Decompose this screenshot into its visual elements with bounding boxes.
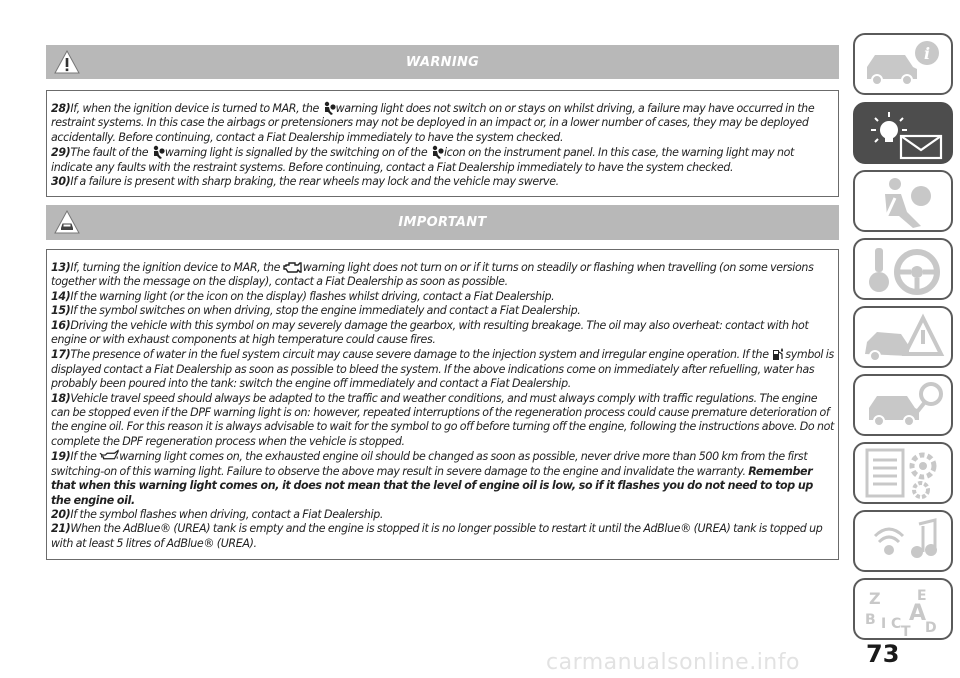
car-service-icon (861, 380, 947, 432)
important-paragraph-13: 13)If, turning the ignition device to MAR, the warning light does not turn on or if it turns on steadily or flashing when travelling (on some versions together with the message on the display), contact a Fiat Dealership as soon as possible. (51, 261, 814, 289)
important-title: IMPORTANT (398, 215, 487, 230)
svg-text:i: i (923, 44, 931, 63)
warning-lights-envelope-icon (861, 108, 947, 160)
page-number: 73 (866, 640, 900, 668)
car-emergency-icon (861, 312, 947, 364)
chapter-tab-technical-data[interactable] (853, 442, 953, 504)
important-paragraph-18: 18)Vehicle travel speed should always be adapted to the traffic and weather conditions, and must always comply with traffic regulations. The engine can be stopped even if the DPF warning light is on: however, repeated interruptions of the regeneration process could cause premature deterioration of the engine oil. For this reason it is always advisable to wait for the symbol to go off before turning off the engine, following the instructions above. Do not complete the DPF regeneration process when the vehicle is stopped. (51, 391, 835, 448)
warning-header (46, 45, 839, 79)
warning-triangle-icon (54, 49, 80, 75)
airbag-warning-icon (322, 101, 336, 115)
important-header (46, 205, 839, 240)
svg-text:C: C (891, 616, 902, 632)
warning-paragraph-30: 30)If a failure is present with sharp braking, the rear wheels may lock and the vehicle may swerve. (51, 175, 559, 189)
important-paragraph-19: 19)If the warning light comes on, the exhausted engine oil should be changed as soon as possible, never drive more than 500 km from the first switching-on of this warning light. Failure to observe the above may result in severe damage to the engine and invalidate the warranty. Remember that when this warning light comes on, it does not mean that the level of engine oil is low, so if it flashes you do not need to top up the engine oil. (51, 450, 813, 507)
car-info-icon (861, 39, 947, 91)
svg-text:A: A (909, 601, 927, 626)
important-box (46, 249, 839, 560)
airbag-warning-icon (151, 145, 165, 159)
important-paragraph-16: 16)Driving the vehicle with this symbol on may severely damage the gearbox, with resulting breakage. The oil may also overheat: contact with hot engine or with exhaust components at high temperature could cause fires. (51, 318, 809, 347)
svg-text:T: T (901, 624, 911, 636)
key-steering-wheel-icon (861, 244, 947, 296)
svg-text:I: I (881, 616, 887, 632)
chapter-tab-dashboard[interactable] (853, 102, 953, 164)
svg-text:Z: Z (869, 589, 881, 608)
seat-airbag-icon (861, 176, 947, 228)
important-paragraph-15: 15)If the symbol switches on when driving, stop the engine immediately and contact a Fiat Dealership. (51, 304, 581, 318)
warning-title: WARNING (405, 54, 480, 70)
important-paragraph-20: 20)If the symbol flashes when driving, contact a Fiat Dealership. (51, 507, 384, 521)
warning-box (46, 90, 839, 197)
watermark: carmanualsonline.info (546, 650, 800, 675)
multimedia-icon (861, 516, 947, 568)
alphabet-index-icon (861, 584, 947, 636)
svg-text:E: E (917, 588, 927, 604)
chapter-tab-safety[interactable] (853, 170, 953, 232)
svg-text:B: B (865, 612, 876, 628)
important-paragraph-14: 14)If the warning light (or the icon on the display) flashes whilst driving, contact a Fiat Dealership. (51, 289, 555, 303)
chapter-tab-servicing[interactable] (853, 374, 953, 436)
warning-paragraph-28: 28)If, when the ignition device is turned to MAR, the warning light does not switch on or stays on whilst driving, a failure may have occurred in the restraint systems. In this case the airbags or pretensioners may not be deployed in an impact or, in a lower number of cases, they may be deployed accidentally. Before continuing, contact a Fiat Dealership immediately to have the system checked. (51, 102, 815, 144)
engine-warning-icon (283, 260, 303, 274)
chapter-tab-knowing-car[interactable] (853, 33, 953, 95)
chapter-tab-multimedia[interactable] (853, 510, 953, 572)
chapter-tab-index[interactable] (853, 578, 953, 640)
data-settings-icon (861, 448, 947, 500)
chapter-tab-starting-driving[interactable] (853, 238, 953, 300)
engine-oil-icon (99, 449, 119, 463)
warning-paragraph-29: 29)The fault of the warning light is signalled by the switching on of the icon on the instrument panel. In this case, the warning light may not indicate any faults with the restraint systems. Before continuing, contact a Fiat Dealership immediately to have the system checked. (51, 146, 794, 174)
chapter-tab-emergency[interactable] (853, 306, 953, 368)
svg-text:D: D (925, 620, 937, 636)
car-triangle-icon (54, 209, 80, 235)
water-in-fuel-icon (771, 347, 785, 361)
important-paragraph-17: 17)The presence of water in the fuel system circuit may cause severe damage to the injection system and irregular engine operation. If the symbol is displayed contact a Fiat Dealership as soon as possible to bleed the system. If the above indications come on immediately after refuelling, water has probably been poured into the tank: switch the engine off immediately and contact a Fiat Dealership. (51, 348, 834, 391)
important-paragraph-21: 21)When the AdBlue® (UREA) tank is empty and the engine is stopped it is no longer possible to restart it until the AdBlue® (UREA) tank is topped up with at least 5 litres of AdBlue® (UREA). (51, 522, 823, 550)
airbag-warning-icon (430, 145, 444, 159)
